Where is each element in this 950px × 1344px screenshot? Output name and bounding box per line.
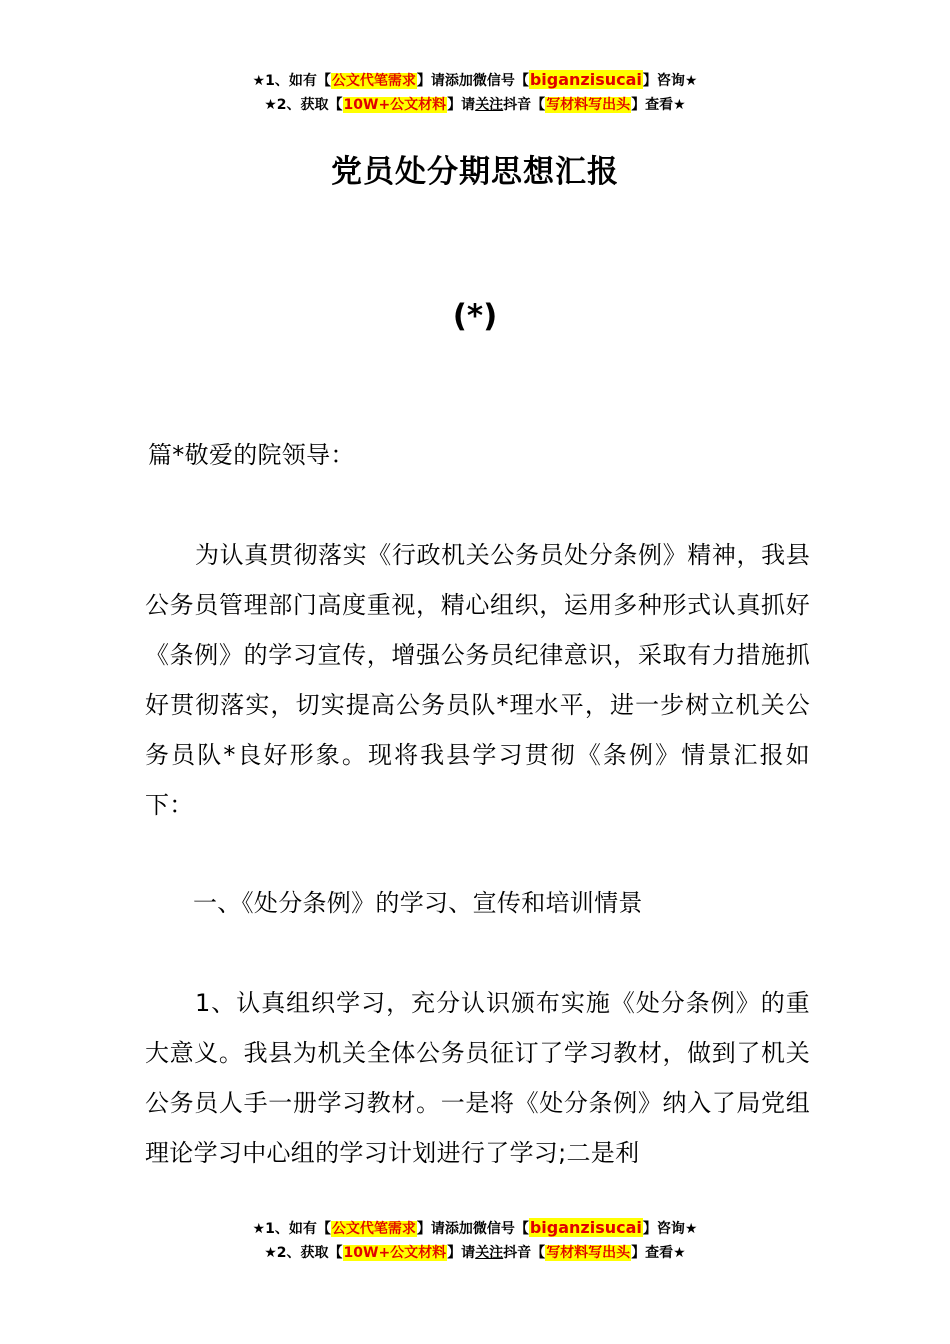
body-paragraph-2: 1、认真组织学习，充分认识颁布实施《处分条例》的重大意义。我县为机关全体公务员征订了学习教材，做到了机关公务员人手一册学习教材。一是将《处分条例》纳入了局党组理论学习中心组的学习计划进行了学习;二是利	[145, 989, 810, 1167]
banner-line-2: ★2、获取【10W+公文材料】请关注抖音【写材料写出头】查看★	[264, 97, 686, 113]
banner-highlight-douyin: 写材料写出头	[546, 97, 631, 113]
banner-line-1: ★1、如有【公文代笔需求】请添加微信号【biganzisucai】咨询★	[252, 1218, 698, 1237]
bottom-banner	[0, 1216, 950, 1265]
body-paragraph-1: 为认真贯彻落实《行政机关公务员处分条例》精神，我县公务员管理部门高度重视，精心组织，运用多种形式认真抓好《条例》的学习宣传，增强公务员纪律意识，采取有力措施抓好贯彻落实，切实提高公务员队*理水平，进一步树立机关公务员队*良好形象。现将我县学习贯彻《条例》情景汇报如下：	[145, 541, 810, 819]
banner-underlined-follow: 关注	[475, 97, 504, 113]
section-heading-1: 一、《处分条例》的学习、宣传和培训情景	[193, 889, 643, 917]
banner-highlight-service: 公文代笔需求	[331, 1221, 416, 1237]
banner-line-2: ★2、获取【10W+公文材料】请关注抖音【写材料写出头】查看★	[264, 1245, 686, 1261]
banner-highlight-douyin: 写材料写出头	[546, 1245, 631, 1261]
salutation: 篇*敬爱的院领导：	[148, 441, 355, 469]
top-banner	[0, 68, 950, 117]
banner-highlight-wechat: biganzisucai	[529, 1218, 642, 1237]
banner-line-1: ★1、如有【公文代笔需求】请添加微信号【biganzisucai】咨询★	[252, 70, 698, 89]
banner-underlined-follow: 关注	[475, 1245, 504, 1261]
banner-highlight-wechat: biganzisucai	[529, 70, 642, 89]
document-title: 党员处分期思想汇报	[331, 154, 619, 190]
banner-highlight-materials: 10W+公文材料	[343, 97, 447, 113]
banner-highlight-materials: 10W+公文材料	[343, 1245, 447, 1261]
document-subtitle: (*)	[452, 298, 498, 334]
banner-highlight-service: 公文代笔需求	[331, 73, 416, 89]
